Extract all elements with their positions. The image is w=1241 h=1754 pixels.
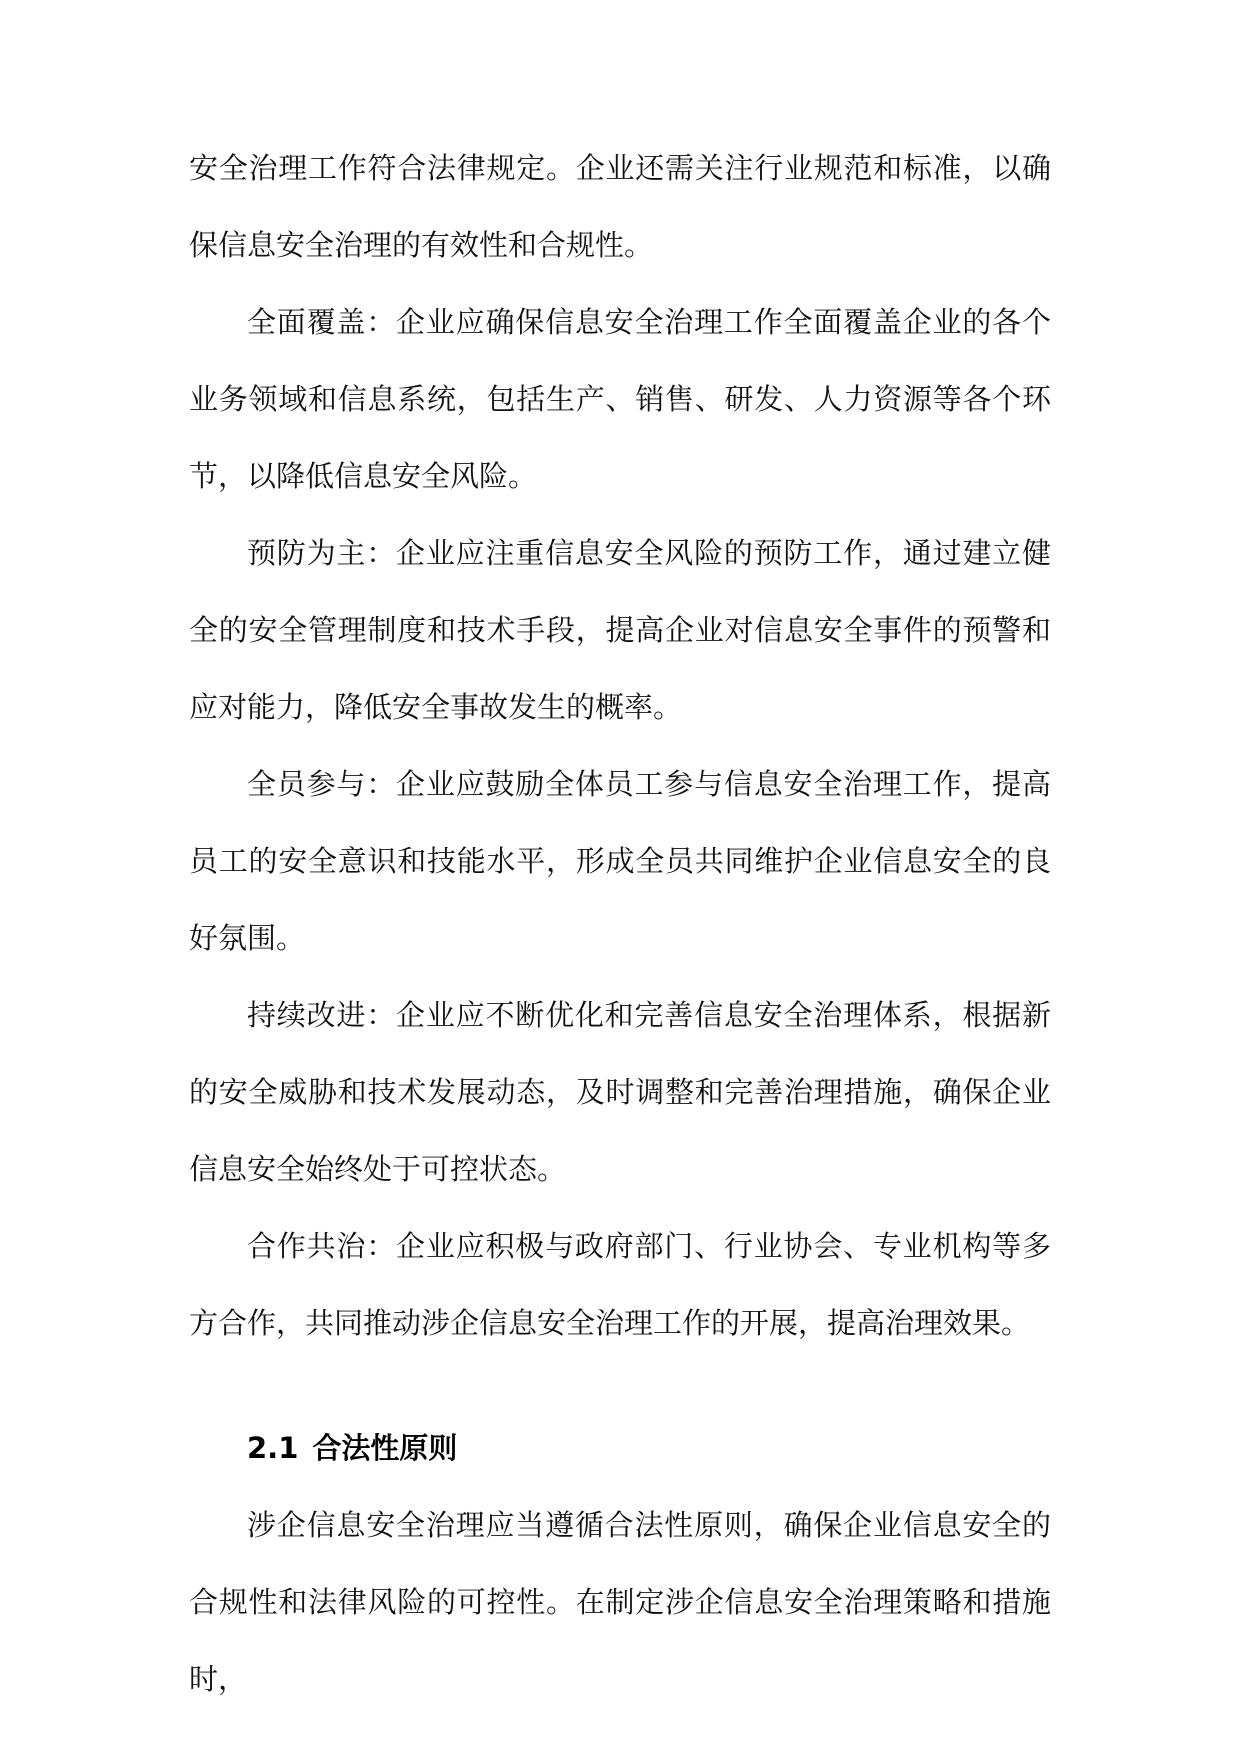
paragraph-full-coverage: 全面覆盖：企业应确保信息安全治理工作全面覆盖企业的各个业务领域和信息系统，包括生产、销售、研发、人力资源等各个环节，以降低信息安全风险。 — [189, 305, 1051, 493]
section-heading — [189, 1362, 1051, 1487]
section-title: 合法性原则 — [312, 1431, 458, 1465]
page-body — [189, 130, 1051, 1718]
paragraph-full-participation: 全员参与：企业应鼓励全体员工参与信息安全治理工作，提高员工的安全意识和技能水平，形成全员共同维护企业信息安全的良好氛围。 — [189, 767, 1051, 955]
paragraph-continuous-improvement: 持续改进：企业应不断优化和完善信息安全治理体系，根据新的安全威胁和技术发展动态，及时调整和完善治理措施，确保企业信息安全始终处于可控状态。 — [189, 998, 1051, 1186]
section-number: 2.1 — [247, 1431, 299, 1465]
paragraph-prevention: 预防为主：企业应注重信息安全风险的预防工作，通过建立健全的安全管理制度和技术手段，提高企业对信息安全事件的预警和应对能力，降低安全事故发生的概率。 — [189, 536, 1051, 724]
paragraph-cooperation: 合作共治：企业应积极与政府部门、行业协会、专业机构等多方合作，共同推动涉企信息安全治理工作的开展，提高治理效果。 — [189, 1229, 1051, 1340]
paragraph-legality: 涉企信息安全治理应当遵循合法性原则，确保企业信息安全的合规性和法律风险的可控性。在制定涉企信息安全治理策略和措施时， — [189, 1508, 1051, 1696]
paragraph-continuation: 安全治理工作符合法律规定。企业还需关注行业规范和标准，以确保信息安全治理的有效性和合规性。 — [189, 151, 1051, 262]
